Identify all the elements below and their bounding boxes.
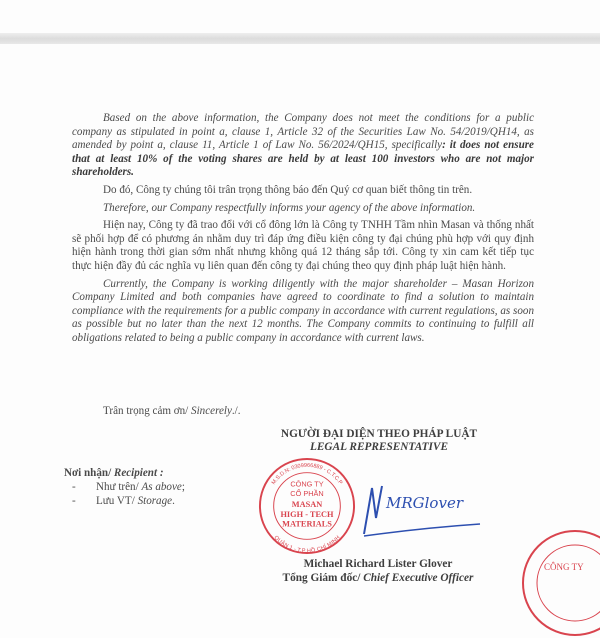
- paragraph-conditions: [72, 112, 534, 180]
- conditions-emphasis: : it does not ensure that at least 10% of the voting shares are held by at least 100 investors who are not major shareholders.: [72, 139, 534, 179]
- signature-icon: [362, 478, 482, 538]
- legal-representative-heading: [264, 428, 494, 454]
- recipient-item-en: Storage: [137, 495, 173, 507]
- letter-body: [72, 112, 534, 350]
- paragraph-notice-en: Therefore, our Company respectfully informs your agency of the above information.: [103, 201, 476, 214]
- recipient-heading-vi: Nơi nhận/: [64, 467, 114, 479]
- seal-line-4: HIGH - TECH: [280, 509, 334, 519]
- recipient-item-en: As above: [141, 481, 182, 493]
- seal-line-3: MASAN: [291, 499, 323, 509]
- closing-end: ./.: [231, 405, 241, 417]
- representative-vi: NGƯỜI ĐẠI DIỆN THEO PHÁP LUẬT: [280, 428, 478, 440]
- closing-en: Sincerely: [191, 405, 232, 417]
- dash-bullet: -: [72, 481, 76, 493]
- page-separator: [0, 33, 600, 44]
- recipient-list: [64, 480, 185, 508]
- seal-ring-bottom: QUẬN 1 - T.P HỒ CHÍ MINH: [272, 534, 342, 555]
- paragraph-plan-vi: Hiện nay, Công ty đã trao đổi với cổ đông lớn là Công ty TNHH Tầm nhìn Masan và thống nhất sẽ phối hợp để có phương án nhằm duy trì đáp ứng điều kiện công ty đại chúng phù hợp với quy định hiện hành trong thời gian sớm nhất nhưng không quá 12 tháng sắp tới. Công ty xin cam kết tiếp tục thực hiện đầy đủ các nghĩa vụ liên quan đến công ty đại chúng theo quy định pháp luật hiện hành.: [72, 219, 534, 272]
- recipient-item-vi: Lưu VT/: [96, 495, 138, 507]
- closing-line: [103, 404, 241, 418]
- recipient-item: [64, 494, 185, 508]
- signer-title-vi: Tổng Giám đốc/: [282, 572, 364, 584]
- recipient-item: [64, 480, 185, 494]
- partial-seal-line: CÔNG TY: [544, 562, 584, 572]
- seal-line-2: CỔ PHẦN: [290, 489, 324, 499]
- recipient-block: [64, 466, 185, 508]
- seal-ring-top: M.S.D.N: 0309966889 - C.T.C.P: [270, 462, 344, 486]
- signer-title-en: Chief Executive Officer: [363, 572, 474, 584]
- dash-bullet: -: [72, 495, 76, 507]
- signer-title: [268, 571, 488, 585]
- paragraph-plan-en: Currently, the Company is working diligently with the major shareholder – Masan Horizon Company Limited and both companies have agreed to coordinate to find a solution to maintain compliance with the requirements for a public company in accordance with current regulations, as soon as possible but no later than the next 12 months. The Company commits to continuing to fulfill all obligations related to being a public company in accordance with current laws.: [72, 277, 534, 344]
- recipient-item-end: .: [172, 495, 175, 507]
- signer-block: [268, 557, 488, 585]
- closing-vi: Trân trọng cảm ơn/: [103, 405, 192, 417]
- paragraph-notice-vi: Do đó, Công ty chúng tôi trân trọng thông báo đến Quý cơ quan biết thông tin trên.: [103, 183, 473, 196]
- company-seal-icon: [258, 457, 356, 555]
- partial-seal-icon: [520, 528, 600, 638]
- recipient-heading: [64, 466, 185, 480]
- recipient-item-vi: Như trên/: [96, 481, 142, 493]
- seal-line-5: MATERIALS: [282, 519, 332, 529]
- recipient-item-end: ;: [181, 481, 185, 493]
- signer-name: Michael Richard Lister Glover: [303, 558, 453, 570]
- representative-en: LEGAL REPRESENTATIVE: [309, 441, 448, 453]
- recipient-heading-en: Recipient :: [113, 467, 164, 479]
- seal-line-1: CÔNG TY: [290, 479, 324, 489]
- signature-text: MRGlover: [386, 494, 463, 512]
- conditions-text: Based on the above information, the Company does not meet the conditions for a public company as stipulated in point a, clause 1, Article 32 of the Securities Law No. 54/2019/QH14, as amended by point a, clause 11, Article 1 of Law No. 56/2024/QH15, specifically: [72, 112, 534, 152]
